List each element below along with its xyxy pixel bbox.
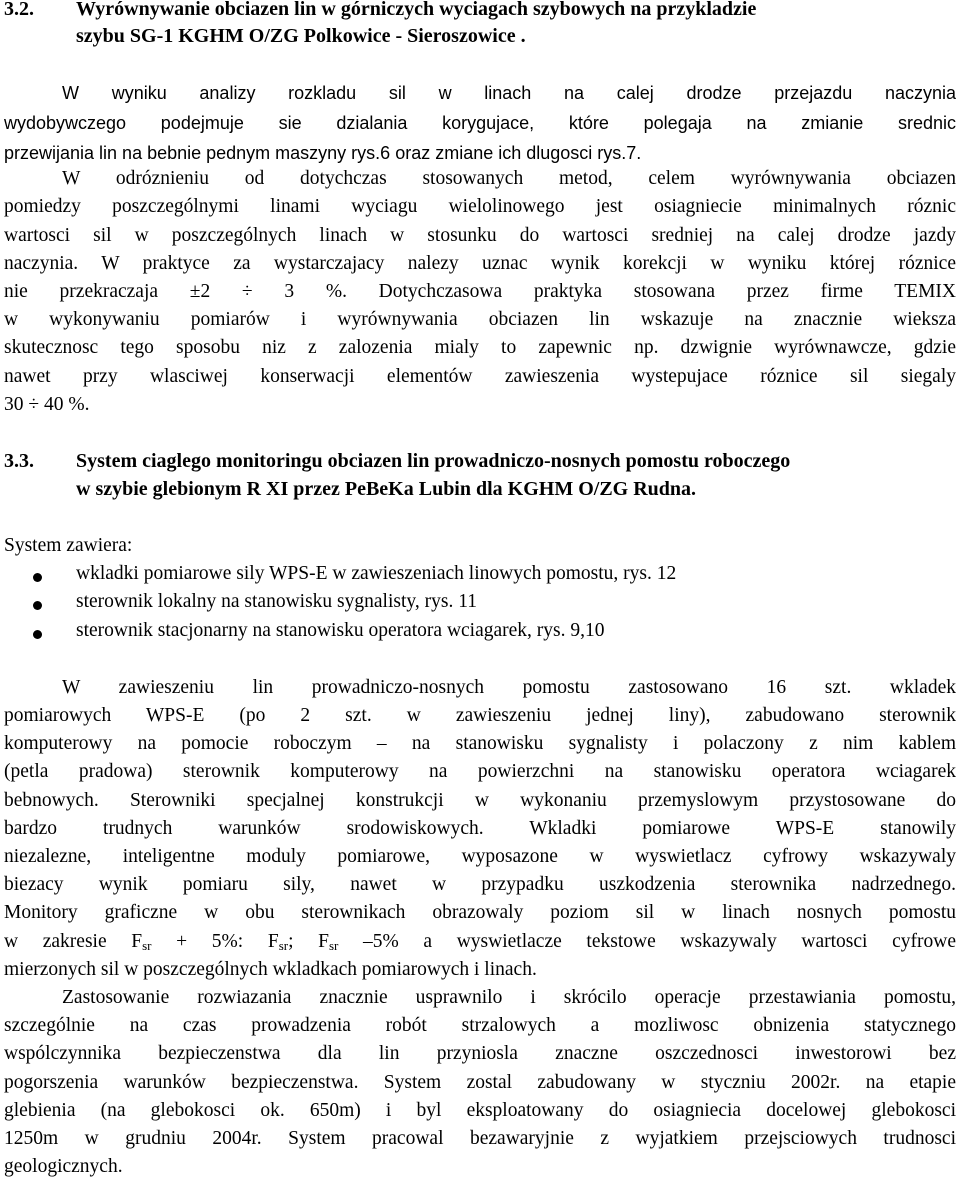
list-item-text: sterownik stacjonarny na stanowisku operatora wciagarek, rys. 9,10: [76, 620, 605, 641]
text-line: skutecznosc tego sposobu niz z zalozenia mialy to zapewnic np. dzwignie wyrównawcze, gdzie: [4, 337, 956, 358]
bullet-icon: [33, 573, 42, 582]
text-line: biezacy wynik pomiaru sily, nawet w przypadku uszkodzenia sterownika nadrzednego.: [4, 874, 956, 895]
text-line: pomiarowych WPS-E (po 2 szt. w zawieszeniu jednej liny), zabudowano sterownik: [4, 705, 956, 726]
subscript: sr: [278, 938, 289, 953]
text-line: naczynia. W praktyce za wystarczajacy nalezy uznac wynik korekcji w wyniku której róznice: [4, 253, 956, 274]
text-fragment: –5% a wyswietlacze tekstowe wskazywaly wartosci cyfrowe: [338, 931, 956, 952]
text-line: wydobywczego podejmuje sie dzialania korygujace, które polegaja na zmianie srednic: [4, 113, 956, 133]
section-title-line: System ciaglego monitoringu obciazen lin prowadniczo-nosnych pomostu roboczego: [76, 450, 791, 472]
text-line: W odróznieniu od dotychczas stosowanych metod, celem wyrównywania obciazen: [62, 168, 956, 189]
text-line-range: [4, 931, 956, 953]
subscript: sr: [329, 938, 339, 953]
text-line: W zawieszeniu lin prowadniczo-nosnych pomostu zastosowano 16 szt. wkladek: [62, 677, 956, 698]
text-line: wspólczynnika bezpieczenstwa dla lin przyniosla znaczne oszczednosci inwestorowi bez: [4, 1043, 956, 1064]
text-line: w wykonywaniu pomiarów i wyrównywania obciazen lin wskazuje na znacznie wieksza: [4, 309, 956, 330]
text-line: szczególnie na czas prowadzenia robót strzalowych a mozliwosc obnizenia statycznego: [4, 1015, 956, 1036]
text-line: nie przekraczaja ±2 ÷ 3 %. Dotychczasowa praktyka stosowana przez firme TEMIX: [4, 281, 956, 302]
section-number: 3.3.: [4, 450, 34, 472]
text-line: pomiedzy poszczególnymi linami wyciagu wielolinowego jest osiagniecie minimalnych róznic: [4, 196, 956, 217]
text-line: pogorszenia warunków bezpieczenstwa. System zostal zabudowany w styczniu 2002r. na etapie: [4, 1072, 956, 1093]
text-line: 1250m w grudniu 2004r. System pracowal bezawaryjnie z wyjatkiem przejsciowych trudnosci: [4, 1128, 956, 1149]
text-line: Monitory graficzne w obu sterownikach obrazowaly poziom sil w linach nosnych pomostu: [4, 902, 956, 923]
list-item-text: wkladki pomiarowe sily WPS-E w zawieszeniach linowych pomostu, rys. 12: [76, 563, 677, 584]
text-fragment: ; F: [288, 931, 329, 952]
text-fragment: w zakresie F: [4, 931, 143, 952]
bullet-icon: [33, 630, 42, 639]
section-title-line: szybu SG-1 KGHM O/ZG Polkowice - Sieroszowice .: [76, 25, 526, 47]
text-line: bardzo trudnych warunków srodowiskowych. Wkladki pomiarowe WPS-E stanowily: [4, 818, 956, 839]
text-line: glebienia (na glebokosci ok. 650m) i byl eksploatowany do osiagniecia docelowej glebokosci: [4, 1100, 956, 1121]
text-fragment: + 5%: F: [151, 931, 279, 952]
bullet-icon: [33, 601, 42, 610]
list-item-text: sterownik lokalny na stanowisku sygnalisty, rys. 11: [76, 591, 477, 612]
text-line: nawet przy wlasciwej konserwacji elementów zawieszenia wystepujace róznice sil siegaly: [4, 366, 956, 387]
text-line: Zastosowanie rozwiazania znacznie usprawnilo i skrócilo operacje przestawiania pomostu,: [62, 987, 956, 1008]
section-title-line: w szybie glebionym R XI przez PeBeKa Lubin dla KGHM O/ZG Rudna.: [76, 478, 697, 500]
text-line: W wyniku analizy rozkladu sil w linach na calej drodze przejazdu naczynia: [62, 83, 956, 103]
text-line: 30 ÷ 40 %.: [4, 394, 90, 415]
section-title-line: Wyrównywanie obciazen lin w górniczych wyciagach szybowych na przykladzie: [76, 0, 757, 20]
text-line: wartosci sil w poszczególnych linach w stosunku do wartosci sredniej na calej drodze jazdy: [4, 225, 956, 246]
list-intro: System zawiera:: [4, 535, 133, 556]
subscript: sr: [142, 938, 152, 953]
section-number: 3.2.: [4, 0, 34, 20]
text-line: (petla pradowa) sterownik komputerowy na powierzchni na stanowisku operatora wciagarek: [4, 761, 956, 782]
text-line: mierzonych sil w poszczególnych wkladkach pomiarowych i linach.: [4, 959, 537, 980]
text-line: bebnowych. Sterowniki specjalnej konstrukcji w wykonaniu przemyslowym przystosowane do: [4, 790, 956, 811]
text-line: geologicznych.: [4, 1156, 123, 1177]
text-line: niezalezne, inteligentne moduly pomiarowe, wyposazone w wyswietlacz cyfrowy wskazywaly: [4, 846, 956, 867]
text-line: komputerowy na pomocie roboczym – na stanowisku sygnalisty i polaczony z nim kablem: [4, 733, 956, 754]
text-line: przewijania lin na bebnie pednym maszyny rys.6 oraz zmiane ich dlugosci rys.7.: [4, 143, 642, 163]
